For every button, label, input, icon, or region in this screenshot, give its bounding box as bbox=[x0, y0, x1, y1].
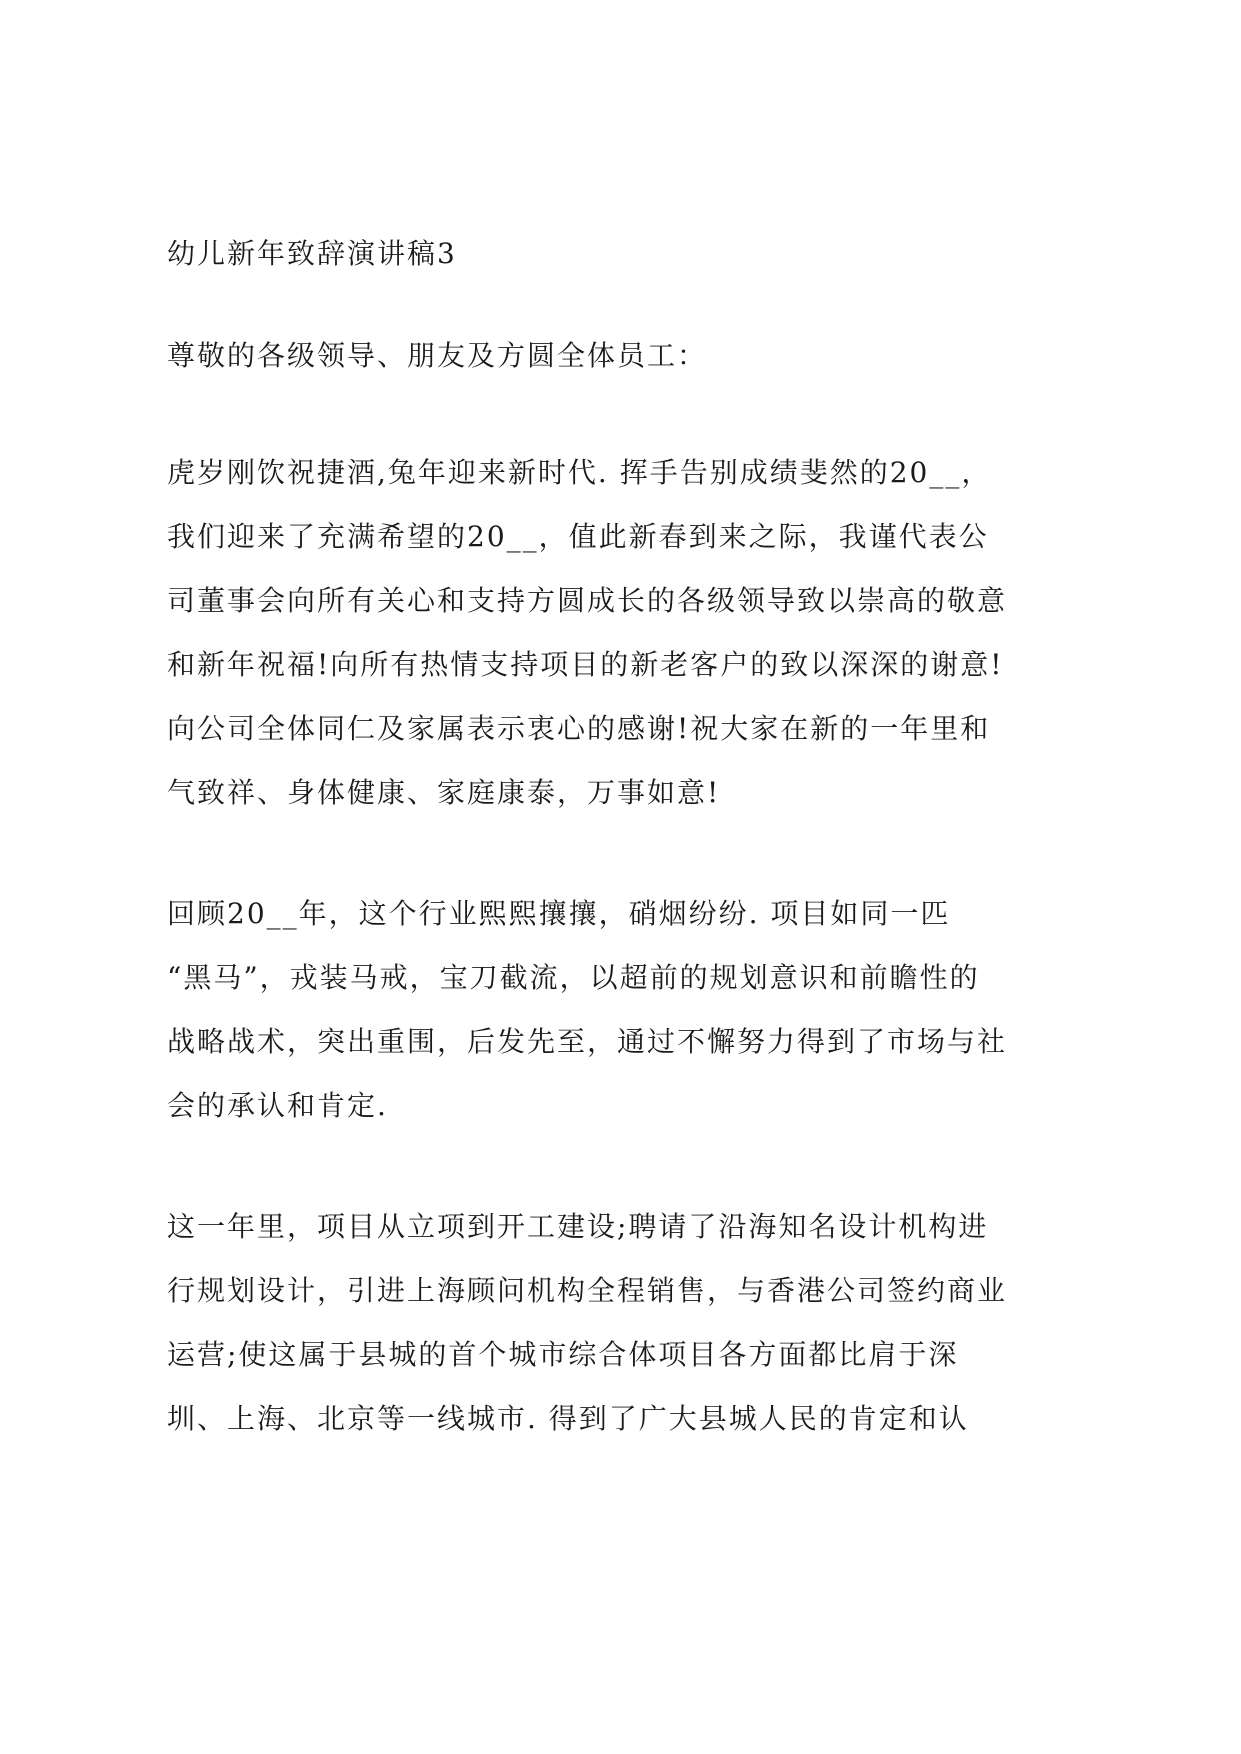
paragraph-line: 圳、上海、北京等一线城市. 得到了广大县城人民的肯定和认 bbox=[167, 1402, 969, 1435]
paragraph-line: 运营;使这属于县城的首个城市综合体项目各方面都比肩于深 bbox=[167, 1338, 959, 1371]
paragraph-line: 气致祥、身体健康、家庭康泰，万事如意! bbox=[167, 776, 721, 809]
paragraph-line: 会的承认和肯定. bbox=[167, 1089, 388, 1122]
paragraph-review bbox=[167, 882, 1097, 1138]
paragraph-line: 战略战术，突出重围，后发先至，通过不懈努力得到了市场与社 bbox=[167, 1025, 1008, 1058]
paragraph-new-year-greeting bbox=[167, 441, 1097, 825]
paragraph-this-year bbox=[167, 1195, 1097, 1451]
salutation: 尊敬的各级领导、朋友及方圆全体员工： bbox=[167, 339, 708, 372]
paragraph-line: 司董事会向所有关心和支持方圆成长的各级领导致以崇高的敬意 bbox=[167, 584, 1008, 617]
paragraph-line: “黑马”，戎装马戒，宝刀截流，以超前的规划意识和前瞻性的 bbox=[167, 961, 980, 994]
document-title: 幼儿新年致辞演讲稿3 bbox=[167, 237, 457, 270]
document-body bbox=[167, 226, 1097, 1508]
paragraph-line: 和新年祝福!向所有热情支持项目的新老客户的致以深深的谢意! bbox=[167, 648, 1004, 681]
paragraph-line: 虎岁刚饮祝捷酒,兔年迎来新时代. 挥手告别成绩斐然的20__， bbox=[167, 456, 992, 489]
paragraph-line: 行规划设计，引进上海顾问机构全程销售，与香港公司签约商业 bbox=[167, 1274, 1008, 1307]
paragraph-line: 这一年里，项目从立项到开工建设;聘请了沿海知名设计机构进 bbox=[167, 1210, 989, 1243]
paragraph-line: 回顾20__年，这个行业熙熙攘攘，硝烟纷纷. 项目如同一匹 bbox=[167, 897, 951, 930]
paragraph-line: 向公司全体同仁及家属表示衷心的感谢!祝大家在新的一年里和 bbox=[167, 712, 991, 745]
paragraph-line: 我们迎来了充满希望的20__，值此新春到来之际，我谨代表公 bbox=[167, 520, 989, 553]
